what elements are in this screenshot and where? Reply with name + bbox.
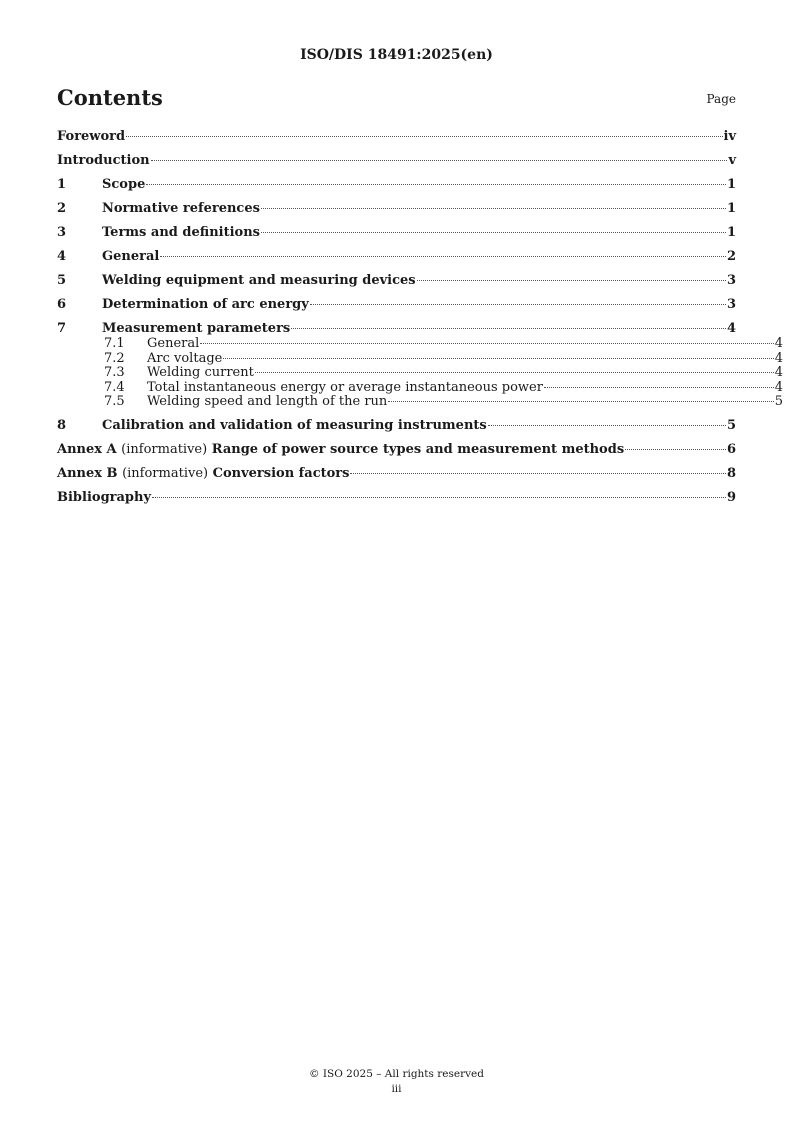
dot-leader — [388, 401, 773, 402]
dot-leader — [146, 184, 726, 185]
toc-entry-label: Foreword — [57, 129, 126, 144]
annex-heading — [57, 442, 624, 458]
dot-leader — [261, 232, 726, 233]
subclause-number: 7.5 — [104, 394, 125, 409]
toc-entry-clause-4[interactable] — [57, 249, 736, 265]
toc-entry-page: 5 — [726, 417, 736, 433]
toc-entry-page: 4 — [774, 365, 783, 380]
toc-entry-label: Welding equipment and measuring devices — [102, 273, 416, 288]
page-number: iii — [391, 1083, 402, 1095]
toc-entry-page: 8 — [726, 465, 736, 481]
annex-heading — [57, 466, 349, 482]
toc-subentry-7-1[interactable] — [57, 337, 783, 352]
toc-entry-bibliography[interactable] — [57, 490, 736, 506]
toc-entry-label: Determination of arc energy — [102, 297, 309, 312]
dot-leader — [152, 497, 726, 498]
clause-number: 1 — [57, 177, 67, 192]
toc-entry-label: Arc voltage — [147, 350, 223, 366]
dot-leader — [625, 449, 726, 450]
toc-entry-label: General — [102, 249, 160, 264]
dot-leader — [544, 387, 774, 388]
toc-entry-label: Welding speed and length of the run — [147, 394, 388, 409]
contents-heading: Contents — [57, 85, 163, 110]
toc-entry-foreword[interactable] — [57, 129, 736, 145]
toc-entry-clause-3[interactable] — [57, 225, 736, 241]
dot-leader — [223, 358, 773, 359]
toc-entry-page: 9 — [726, 489, 736, 505]
dot-leader — [200, 343, 773, 344]
toc-entry-label: Measurement parameters — [102, 321, 291, 336]
page-footer — [0, 1067, 793, 1097]
dot-leader — [310, 304, 726, 305]
toc-entry-page: 1 — [726, 225, 736, 240]
table-of-contents — [57, 129, 783, 514]
subclause-number: 7.4 — [104, 379, 125, 395]
toc-entry-page: 5 — [774, 394, 783, 409]
toc-entry-clause-1[interactable] — [57, 177, 736, 193]
annex-tag: Annex B — [57, 465, 118, 481]
dot-leader — [417, 280, 726, 281]
toc-entry-clause-7[interactable] — [57, 321, 736, 337]
toc-entry-annex-b[interactable] — [57, 466, 736, 482]
subclause-number: 7.2 — [104, 350, 125, 366]
annex-type: (informative) — [121, 441, 208, 457]
annex-type: (informative) — [122, 465, 209, 481]
toc-entry-label: Normative references — [102, 201, 260, 216]
dot-leader — [261, 208, 726, 209]
toc-entry-page: 1 — [726, 201, 736, 216]
dot-leader — [160, 256, 726, 257]
subclause-number: 7.1 — [104, 336, 125, 351]
toc-entry-page: 4 — [774, 379, 783, 395]
toc-entry-page: 6 — [726, 441, 736, 457]
toc-entry-page: 4 — [774, 336, 783, 351]
toc-entry-page: v — [728, 153, 736, 168]
subclause-number: 7.3 — [104, 365, 125, 380]
toc-entry-page: 3 — [726, 273, 736, 288]
toc-entry-label: Bibliography — [57, 489, 152, 505]
toc-subentry-7-5[interactable] — [57, 395, 783, 410]
clause-number: 6 — [57, 297, 67, 312]
clause-number: 2 — [57, 201, 67, 216]
toc-entry-annex-a[interactable] — [57, 442, 736, 458]
toc-entry-page: 4 — [726, 321, 736, 336]
clause-number: 3 — [57, 225, 67, 240]
dot-leader — [291, 328, 726, 329]
toc-entry-page: 2 — [726, 249, 736, 264]
dot-leader — [255, 372, 774, 373]
annex-title: Conversion factors — [212, 465, 350, 481]
annex-tag: Annex A — [57, 441, 117, 457]
clause-number: 5 — [57, 273, 67, 288]
toc-entry-label: Total instantaneous energy or average instantaneous power — [147, 379, 543, 395]
toc-entry-label: Terms and definitions — [102, 225, 260, 240]
dot-leader — [151, 160, 728, 161]
toc-entry-clause-5[interactable] — [57, 273, 736, 289]
toc-subentry-7-3[interactable] — [57, 366, 783, 381]
toc-entry-clause-8[interactable] — [57, 418, 736, 434]
toc-entry-clause-2[interactable] — [57, 201, 736, 217]
toc-entry-label: Calibration and validation of measuring instruments — [102, 417, 487, 433]
document-id: ISO/DIS 18491:2025(en) — [300, 47, 493, 63]
toc-entry-label: Welding current — [147, 365, 254, 380]
toc-entry-label: Introduction — [57, 153, 150, 168]
toc-entry-page: 1 — [726, 177, 736, 192]
clause-number: 4 — [57, 249, 67, 264]
annex-title: Range of power source types and measurement methods — [211, 441, 625, 457]
dot-leader — [126, 136, 722, 137]
dot-leader — [488, 425, 726, 426]
toc-entry-page: 3 — [726, 297, 736, 312]
toc-entry-label: General — [147, 336, 200, 351]
clause-number: 8 — [57, 417, 67, 433]
toc-entry-page: 4 — [774, 350, 783, 366]
toc-entry-introduction[interactable] — [57, 153, 736, 169]
toc-entry-page: iv — [723, 129, 736, 144]
toc-entry-clause-6[interactable] — [57, 297, 736, 313]
toc-subentry-7-2[interactable] — [57, 352, 783, 367]
toc-subentry-7-4[interactable] — [57, 381, 783, 396]
copyright-notice: © ISO 2025 – All rights reserved — [309, 1068, 484, 1080]
toc-entry-label: Scope — [102, 177, 146, 192]
dot-leader — [350, 473, 726, 474]
page-column-label: Page — [706, 92, 736, 106]
clause-number: 7 — [57, 321, 67, 336]
